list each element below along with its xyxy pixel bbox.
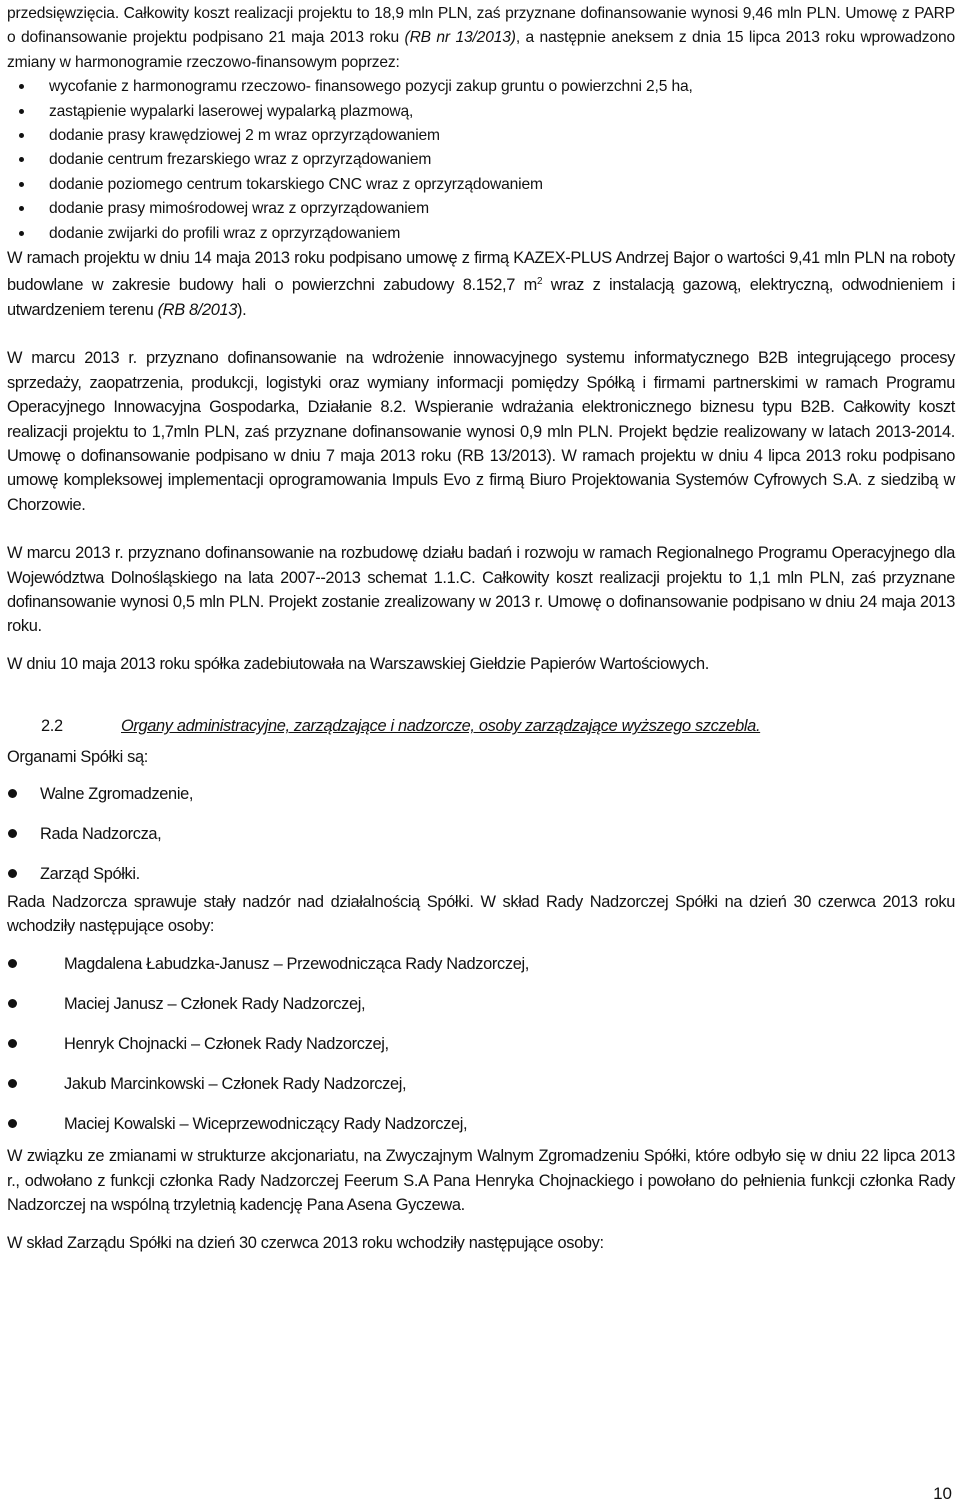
bullet-icon (8, 999, 17, 1008)
bullet-icon (8, 1039, 17, 1048)
list-item: dodanie prasy krawędziowej 2 m wraz oprzyrządowaniem (7, 124, 955, 148)
management-intro: W skład Zarządu Spółki na dzień 30 czerwca 2013 roku wchodziły następujące osoby: (7, 1233, 604, 1252)
debut-paragraph: W dniu 10 maja 2013 roku spółka zadebiutowała na Warszawskiej Giełdzie Papierów Wartościowych. (7, 654, 709, 673)
list-item: Magdalena Łabudzka-Janusz – Przewodnicząca Rady Nadzorczej, (7, 950, 955, 990)
bullet-icon (19, 133, 24, 138)
intro-text-b: , a następnie aneksem z dnia 15 lipca 2013 roku wprowadzono zmiany w harmonogramie rzeczowo-finansowym poprzez: (7, 29, 956, 71)
section-number: 2.2 (41, 717, 63, 736)
kazex-reference: (RB 8/2013 (157, 300, 238, 319)
bullet-icon (8, 959, 17, 968)
intro-reference: (RB nr 13/2013) (404, 29, 516, 47)
bullet-icon (19, 182, 24, 187)
list-item: dodanie centrum frezarskiego wraz z oprzyrządowaniem (7, 148, 955, 172)
list-item: dodanie prasy mimośrodowej wraz z oprzyrządowaniem (7, 197, 955, 221)
rpo-paragraph: W marcu 2013 r. przyznano dofinansowanie na rozbudowę działu badań i rozwoju w ramach Regionalnego Programu Operacyjnego dla Województwa Dolnośląskiego na lata 2007--2013 schemat 1.1.C. Całkowity koszt realizacji projektu to 1,1 mln PLN, zaś przyznane dofinansowanie wynosi 0,5 mln PLN. Projekt zostanie zrealizowany w 2013 r. Umowę o dofinansowanie podpisano w dniu 24 maja 2013 roku. (7, 544, 955, 636)
b2b-paragraph: W marcu 2013 r. przyznano dofinansowanie na wdrożenie innowacyjnego systemu informatycznego B2B integrującego procesy sprzedaży, zaopatrzenia, produkcji, logistyki oraz wymiany informacji pomiędzy Spółką i firmami partnerskimi w ramach Programu Operacyjnego Innowacyjna Gospodarka, Działanie 8.2. Wspieranie wdrażania elektronicznego biznesu typu B2B. Całkowity koszt realizacji projektu to 1,7mln PLN, zaś przyznane dofinansowanie wynosi 0,9 mln PLN. Projekt będzie realizowany w latach 2013-2014. Umowę o dofinansowanie podpisano w dniu 7 maja 2013 roku (RB 13/2013). W ramach projektu w dniu 4 lipca 2013 roku podpisano umowę kompleksowej implementacji oprogramowania Impuls Evo z firmą Biuro Projektowania Systemów Cyfrowych S.A. z siedzibą w Chorzowie. (7, 349, 955, 514)
list-item: zastąpienie wypalarki laserowej wypalarką plazmową, (7, 100, 955, 124)
list-item: Maciej Janusz – Członek Rady Nadzorczej, (7, 990, 955, 1030)
document-page (7, 2, 955, 1255)
list-item: Maciej Kowalski – Wiceprzewodniczący Rady Nadzorczej, (7, 1110, 955, 1150)
bullet-icon (8, 789, 17, 798)
list-item: Rada Nadzorcza, (7, 820, 955, 860)
bullet-icon (8, 1119, 17, 1128)
bullet-icon (19, 84, 24, 89)
list-item: Zarząd Spółki. (7, 860, 955, 900)
bullet-icon (8, 829, 17, 838)
bullet-icon (8, 869, 17, 878)
intro-paragraph (7, 2, 955, 75)
board-members-list (7, 950, 955, 1150)
list-item: dodanie poziomego centrum tokarskiego CNC wraz z oprzyrządowaniem (7, 173, 955, 197)
section-heading (7, 714, 955, 738)
schedule-changes-list (7, 75, 955, 246)
section-title: Organy administracyjne, zarządzające i nadzorcze, osoby zarządzające wyższego szczebla. (121, 717, 761, 736)
list-item: Jakub Marcinkowski – Członek Rady Nadzorczej, (7, 1070, 955, 1110)
superscript: 2 (536, 276, 543, 288)
list-item: Henryk Chojnacki – Członek Rady Nadzorczej, (7, 1030, 955, 1070)
intro-text-a: przedsięwzięcia. Całkowity koszt realizacji projektu to 18,9 mln PLN, zaś przyznane dofinansowanie wynosi 9,46 mln PLN. Umowę z PARP o dofinansowanie projektu podpisano 21 maja 2013 roku (7, 5, 955, 47)
bullet-icon (19, 206, 24, 211)
organs-list (7, 780, 955, 900)
list-item: Walne Zgromadzenie, (7, 780, 955, 820)
list-item: dodanie zwijarki do profili wraz z oprzyrządowaniem (7, 222, 955, 246)
board-change-paragraph: W związku ze zmianami w strukturze akcjonariatu, na Zwyczajnym Walnym Zgromadzeniu Spółki, które odbyło się w dniu 22 lipca 2013 r., odwołano z funkcji członka Rady Nadzorczej Feerum S.A Pana Henryka Chojnackiego i powołano do pełnienia funkcji członka Rady Nadzorczej na wspólną trzyletnią kadencję Pana Asena Gyczewa. (7, 1147, 955, 1215)
organs-intro: Organami Spółki są: (7, 748, 148, 767)
bullet-icon (8, 1079, 17, 1088)
list-item: wycofanie z harmonogramu rzeczowo- finansowego pozycji zakup gruntu o powierzchni 2,5 ha, (7, 75, 955, 99)
page-number: 10 (933, 1484, 952, 1503)
board-intro: Rada Nadzorcza sprawuje stały nadzór nad działalnością Spółki. W skład Rady Nadzorczej Spółki na dzień 30 czerwca 2013 roku wchodziły następujące osoby: (7, 892, 955, 935)
kazex-paragraph: W ramach projektu w dniu 14 maja 2013 roku podpisano umowę z firmą KAZEX-PLUS Andrzej Bajor o wartości 9,41 mln PLN na roboty budowlane w zakresie budowy hali o powierzchni zabudowy 8.152,7 $m^2$ wraz z instalacją gazową, elektryczną, odwodnieniem i utwardzeniem terenu (RB 8/2013). (7, 249, 955, 319)
bullet-icon (19, 109, 24, 114)
bullet-icon (19, 157, 24, 162)
bullet-icon (19, 231, 24, 236)
